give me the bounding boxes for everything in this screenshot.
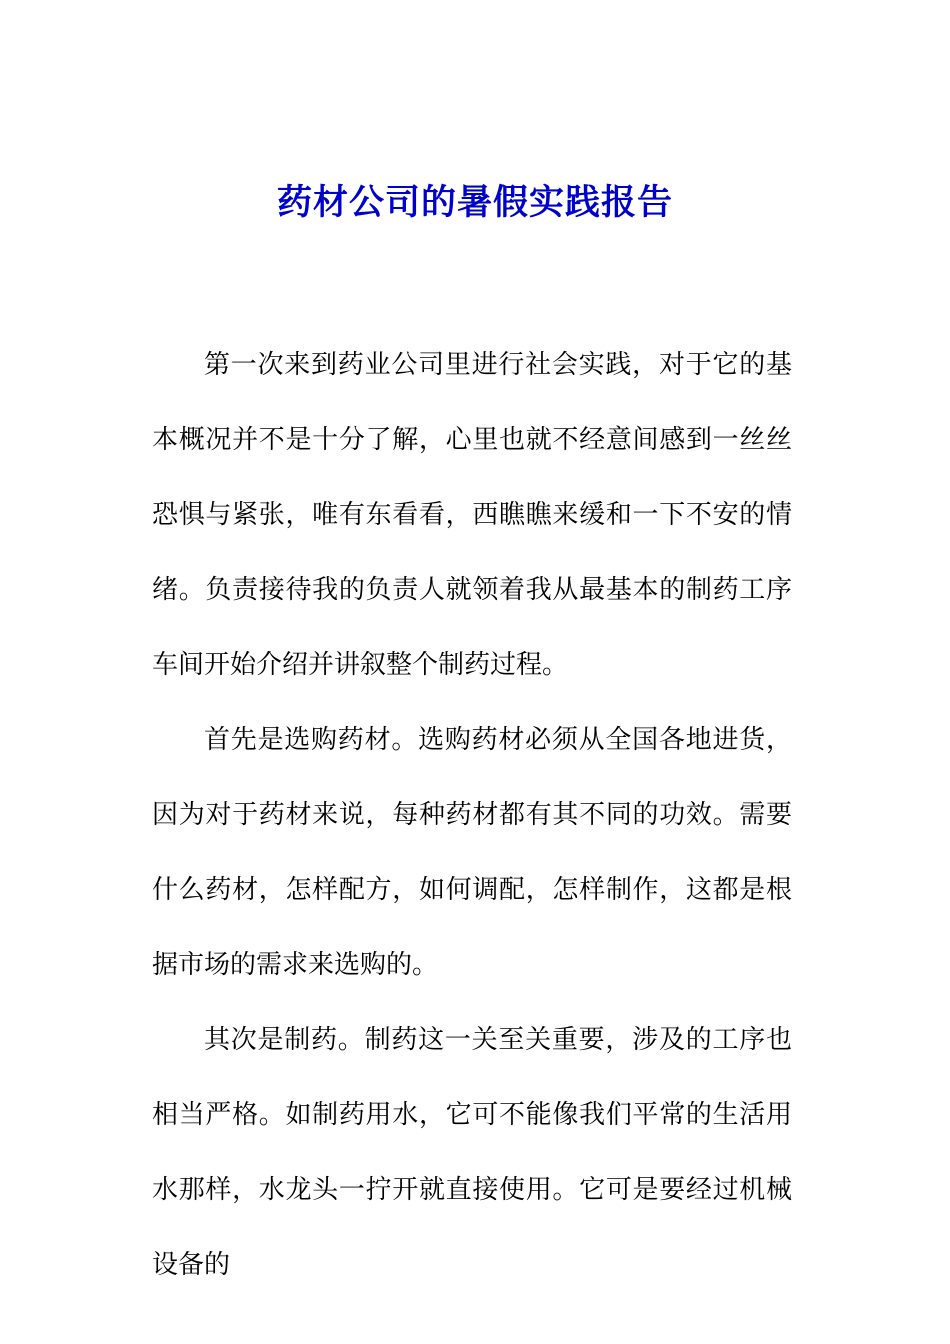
document-title: 药材公司的暑假实践报告	[276, 182, 673, 223]
paragraph-1: 第一次来到药业公司里进行社会实践，对于它的基本概况并不是十分了解，心里也就不经意间感到一丝丝恐惧与紧张，唯有东看看，西瞧瞧来缓和一下不安的情绪。负责接待我的负责人就领着我从最基本的制药工序车间开始介绍并讲叙整个制药过程。	[152, 350, 792, 680]
document-body	[152, 328, 792, 1303]
paragraph-2: 首先是选购药材。选购药材必须从全国各地进货，因为对于药材来说，每种药材都有其不同的功效。需要什么药材，怎样配方，如何调配，怎样制作，这都是根据市场的需求来选购的。	[152, 725, 792, 980]
paragraph-3: 其次是制药。制药这一关至关重要，涉及的工序也相当严格。如制药用水，它可不能像我们平常的生活用水那样，水龙头一拧开就直接使用。它可是要经过机械设备的	[152, 1025, 792, 1280]
